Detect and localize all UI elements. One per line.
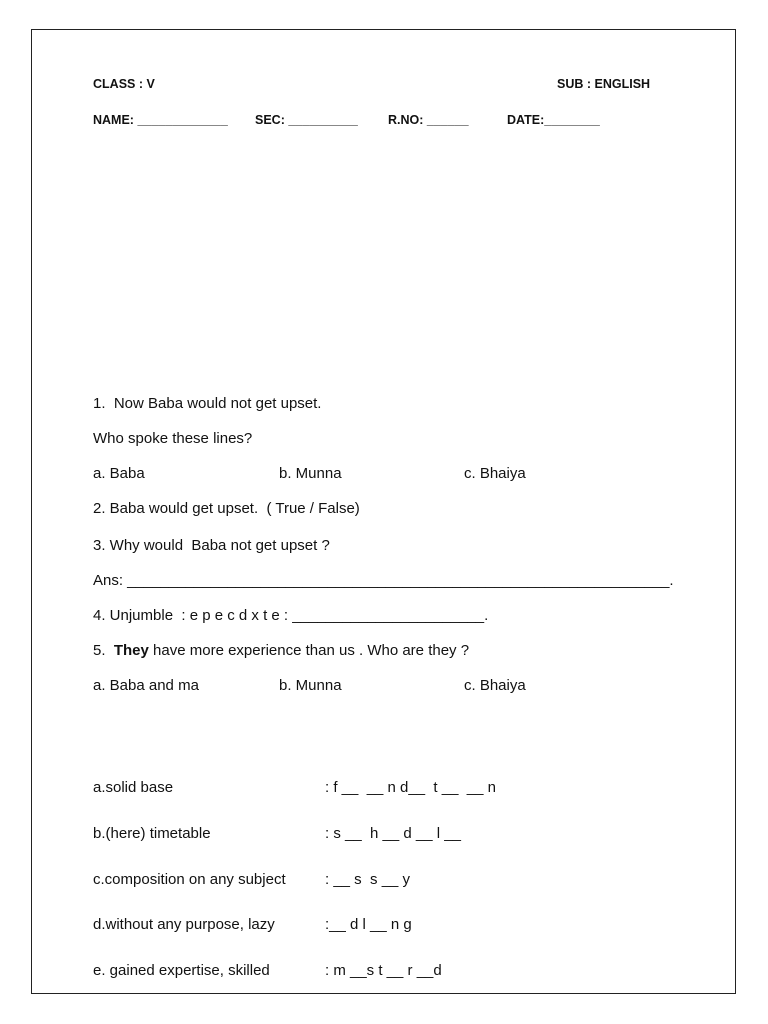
question-5-rest: have more experience than us . Who are they ? <box>148 642 470 659</box>
question-1-option-a[interactable]: a. Baba <box>93 465 145 482</box>
section-field[interactable]: SEC: __________ <box>255 113 358 127</box>
question-3-answer-line[interactable]: Ans: _________________________________________________________________. <box>93 572 674 589</box>
word-pattern[interactable]: : m __s t __ r __d <box>325 962 442 979</box>
class-label: CLASS : V <box>93 77 155 91</box>
question-5-option-a[interactable]: a. Baba and ma <box>93 677 199 694</box>
question-3-text: 3. Why would Baba not get upset ? <box>93 537 330 554</box>
word-clue: c.composition on any subject <box>93 871 286 888</box>
question-5-option-c[interactable]: c. Bhaiya <box>464 677 526 694</box>
question-1-option-b[interactable]: b. Munna <box>279 465 342 482</box>
name-field[interactable]: NAME: _____________ <box>93 113 228 127</box>
subject-label: SUB : ENGLISH <box>557 77 651 91</box>
date-field[interactable]: DATE:________ <box>507 113 600 127</box>
question-5-option-b[interactable]: b. Munna <box>279 677 342 694</box>
roll-number-field[interactable]: R.NO: ______ <box>388 113 469 127</box>
word-pattern[interactable]: :__ d l __ n g <box>325 916 412 933</box>
word-pattern[interactable]: : f __ __ n d__ t __ __ n <box>325 779 496 796</box>
question-1-option-c[interactable]: c. Bhaiya <box>464 465 526 482</box>
question-5-bold-word: They <box>113 642 149 659</box>
question-5-prefix: 5. <box>93 642 114 659</box>
word-clue: e. gained expertise, skilled <box>93 962 270 979</box>
word-pattern[interactable]: : s __ h __ d __ l __ <box>325 825 461 842</box>
word-pattern[interactable]: : __ s s __ y <box>325 871 411 888</box>
word-clue: b.(here) timetable <box>93 825 211 842</box>
question-4-text[interactable]: 4. Unjumble : e p e c d x t e : _______________________. <box>93 607 489 624</box>
question-5-text <box>93 642 469 659</box>
question-2-text: 2. Baba would get upset. ( True / False) <box>93 500 360 517</box>
word-clue: a.solid base <box>93 779 174 796</box>
question-1-prompt: Who spoke these lines? <box>93 430 253 447</box>
question-1-text: 1. Now Baba would not get upset. <box>93 395 322 412</box>
word-clue: d.without any purpose, lazy <box>93 916 275 933</box>
